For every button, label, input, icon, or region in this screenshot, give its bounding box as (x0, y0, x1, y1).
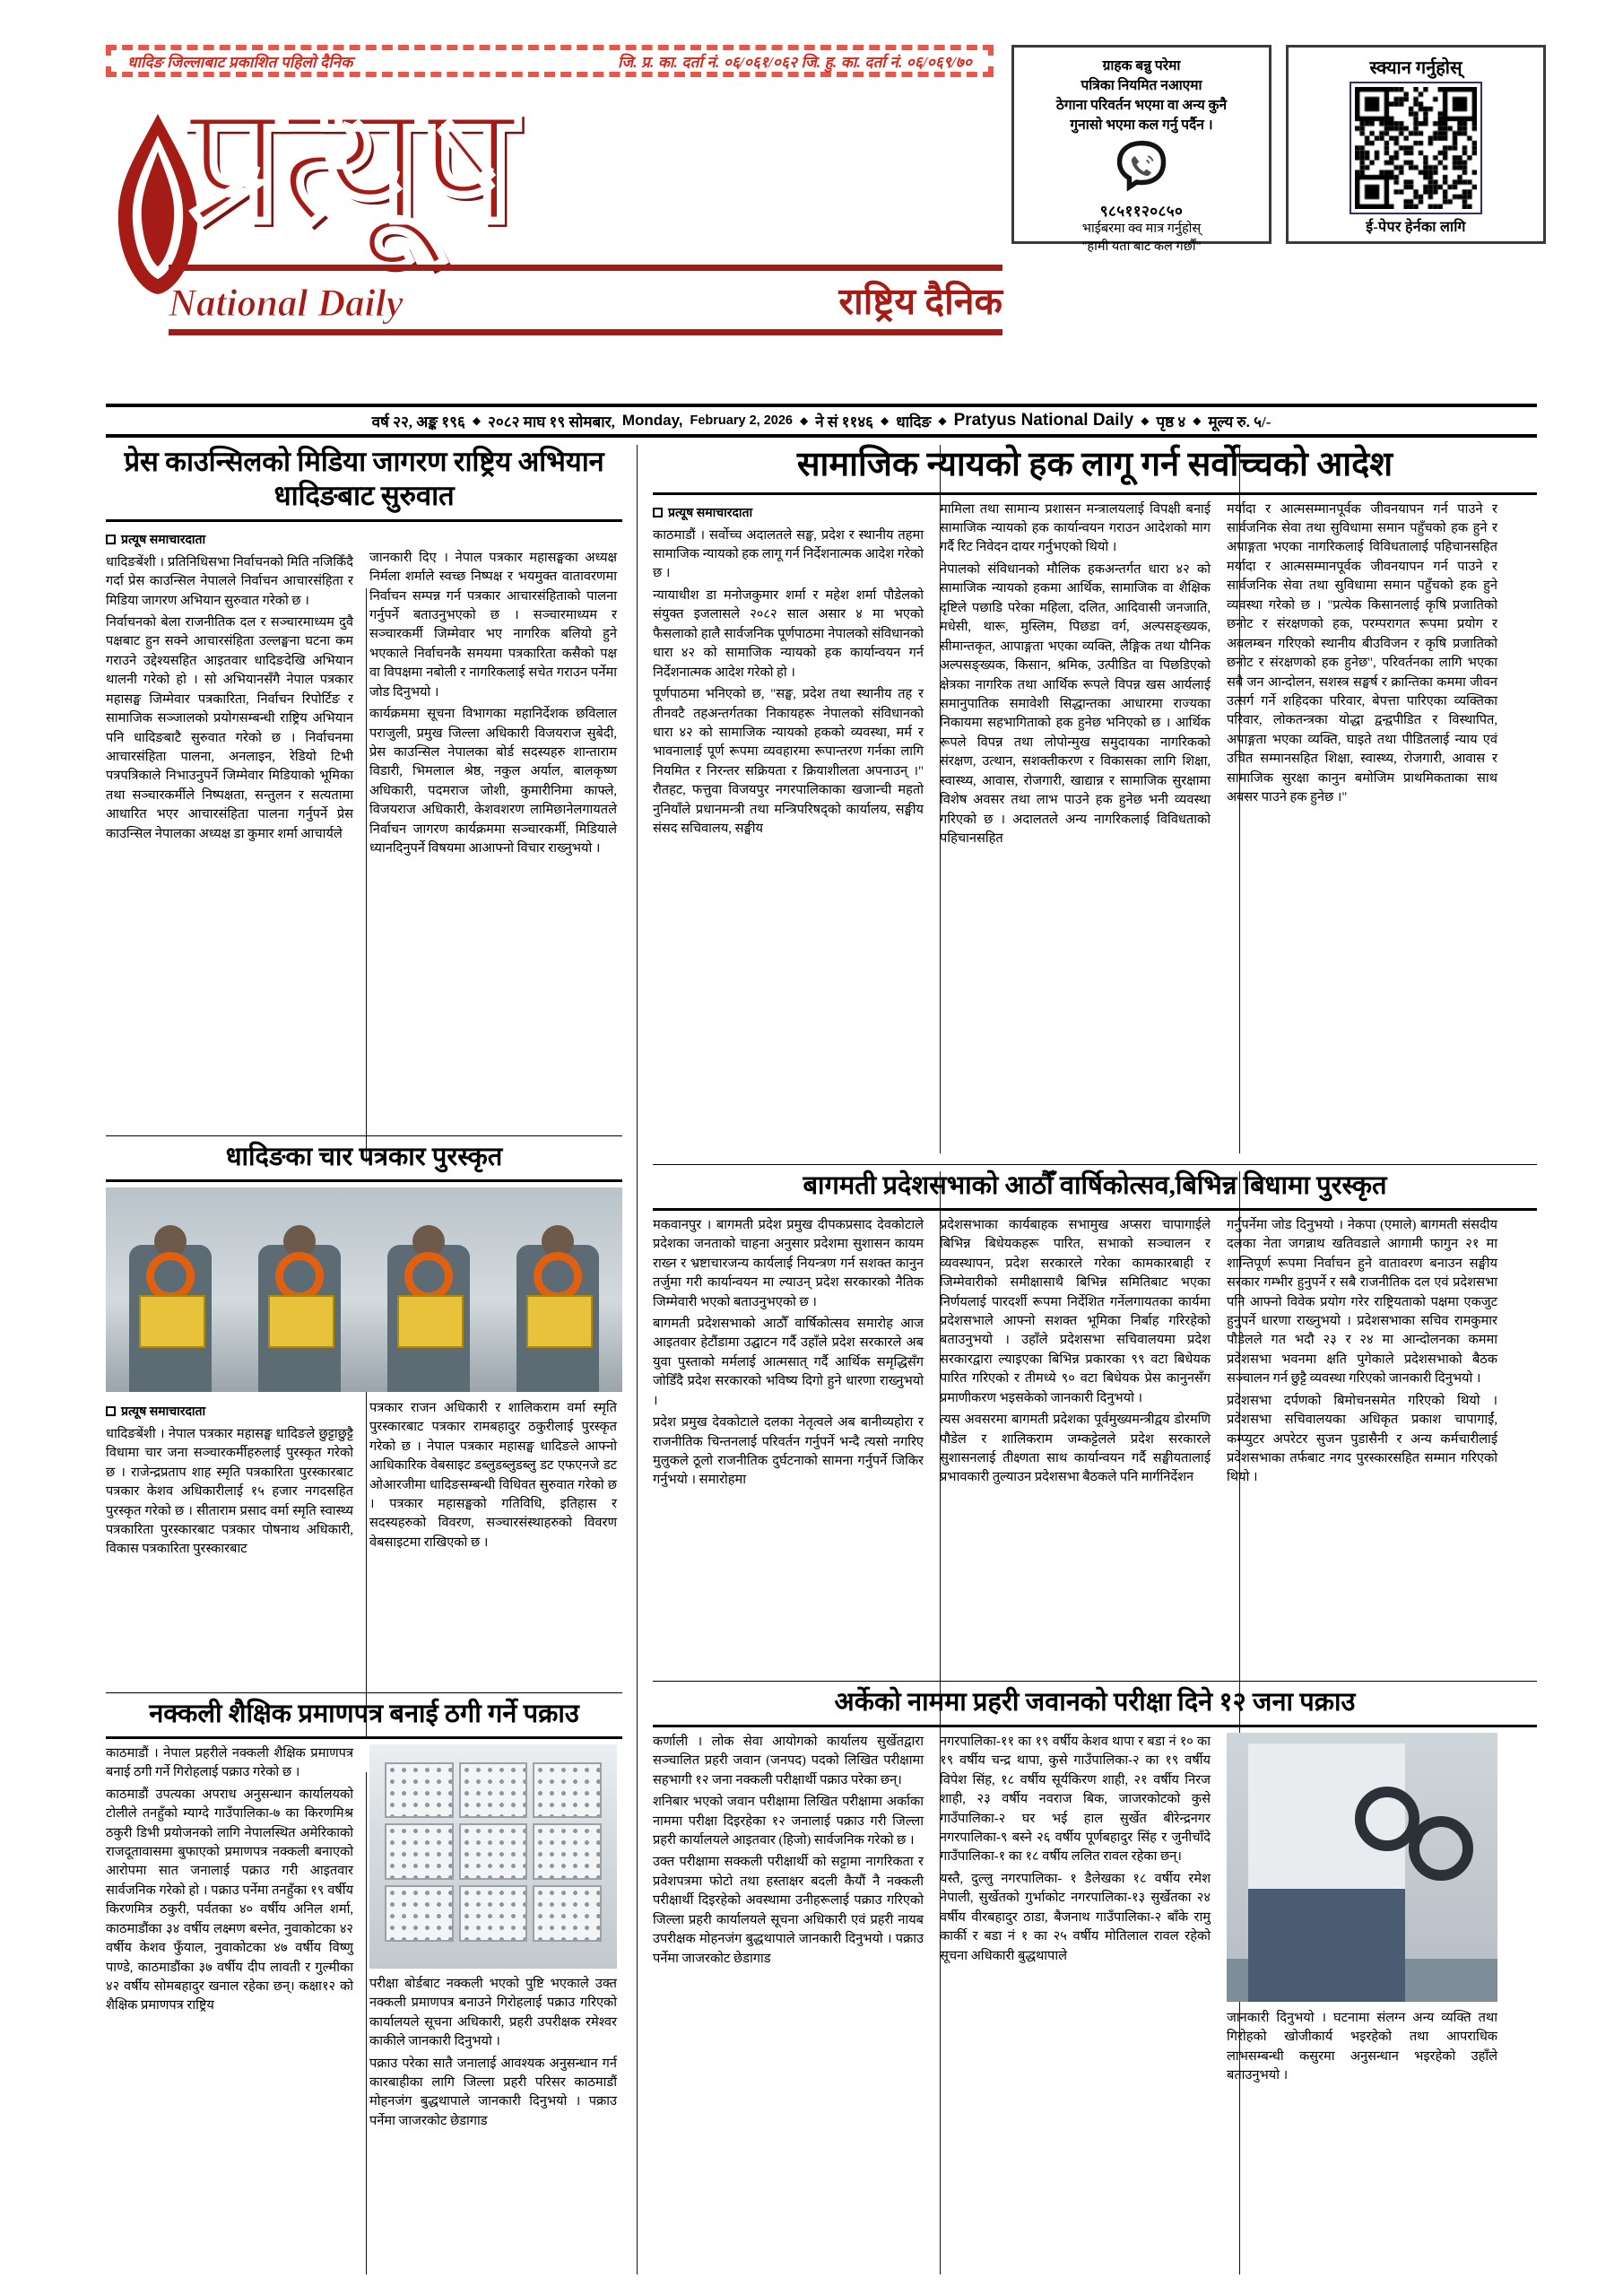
seized-certificates-photo (369, 1744, 617, 1969)
tray (533, 1762, 602, 1819)
award-ceremony-photo (106, 1187, 622, 1392)
article-press-council (106, 445, 622, 862)
police-exam-column-2 (940, 1733, 1211, 2089)
garland-icon (534, 1252, 582, 1300)
byline-1 (106, 531, 353, 548)
paragraph: उक्त परीक्षामा सक्कली परीक्षार्थी को सट्टामा नागरिकता र प्रवेशपत्रमा फोटो तथा हस्ताक्षर बदली कैयौं नै नक्कली परीक्षार्थी दिइरहेको अवस्थामा उनीहरूलाई पक्राउ गरिएको जिल्ला प्रहरी कार्यालयले सूचना अधिकारी एवं प्रहरी नायब उपरीक्षक मोहनजंग बुद्धथापाले जानकारी दिनुभयो । पक्राउ पर्नेमा जाजरकोट छेडागाड (653, 1855, 924, 1966)
rule-above-section-3 (106, 1692, 622, 1693)
diamond-separator-3: ◆ (881, 413, 890, 427)
four-journalists-column-1 (106, 1399, 353, 1562)
subscribe-line-3: ठेगाना परिवर्तन भएमा वा अन्य कुनै (1055, 98, 1228, 113)
tray (533, 1885, 602, 1942)
diamond-separator-2: ◆ (799, 413, 809, 427)
tray (459, 1823, 528, 1880)
social-justice-headline: सामाजिक न्यायको हक लागू गर्न सर्वोच्चको आदेश (796, 446, 1393, 483)
figure (258, 1245, 341, 1392)
price-label: मूल्य रु. ५/- (1208, 413, 1271, 430)
paragraph: नगरपालिका-११ का १९ वर्षीय केशव थापा र बडा नं १० का १९ वर्षीय चन्द्र थापा, कुसे गाउँपालिका-२ का १९ वर्षीय विपेश सिंह, १८ वर्षीय सूर्यकिरण शाही, २१ वर्षीय निरज शाही, २३ वर्षीय नवराज बिक, जाजरकोटको कुसे गाउँपालिका-२ घर भई हाल सुर्खेत बीरेन्द्रनगर नगरपालिका-९ बस्ने २६ वर्षीय पूर्णबहादुर सिंह र जुनीचाँदे गाउँपालिका-१ का १८ वर्षीय ललित रावल रहेका छन्। (940, 1734, 1211, 1865)
masthead (90, 70, 1004, 381)
subscribe-line-6: "हामी यता बाट कल गर्छौं" (1081, 239, 1202, 254)
fake-certificate-column-2 (369, 1744, 617, 2135)
paragraph: मकवानपुर । बागमती प्रदेश प्रमुख दीपकप्रसाद देवकोटाले प्रदेशका जनताको चाहना अनुसार प्रदेशमा सुशासन कायम राख्न र भ्रष्टाचारजन्य कार्यलाई नियन्त्रण गर्न सशक्त कानुन तर्जुमा गरी कार्यान्वयन मा ल्याउन् प्रदेश सरकारको नैतिक जिम्मेवारी भएको बताउनुभएको छ । (653, 1217, 924, 1309)
four-journalists-headline: धादिङका चार पत्रकार पुरस्कृत (225, 1143, 503, 1171)
garland-icon (275, 1252, 324, 1300)
byline-text: प्रत्यूष समाचारदाता (121, 1405, 206, 1419)
paragraph: परीक्षा बोर्डबाट नक्कली भएको पुष्टि भएकाले उक्त नक्कली प्रमाणपत्र बनाउने गिरोहलाई पक्राउ गरिएको कार्यालयले सूचना अधिकारी, प्रहरी उपरीक्षक रमेश्वर काकीले जानकारी दिनुभयो । (369, 1976, 617, 2049)
qr-footer-label: ई-पेपर हेर्नका लागि (1366, 220, 1466, 235)
paragraph: गर्नुपर्नेमा जोड दिनुभयो । नेकपा (एमाले) बागमती संसदीय दलका नेता जगन्नाथ खतिवडाले आगामी फागुन २१ मा शान्तिपूर्ण रूपमा निर्वाचन हुने वातावरण बनाउन सङ्घीय सरकार गम्भीर हुनुपर्ने र सबै राजनीतिक दल एवं प्रदेशसभा पनि आफ्नो विवेक प्रयोग गरेर राष्ट्रियताको पक्षमा एकजुट हुनुपर्ने धारणा राख्नुभयो । प्रदेशसभाका सचिव रामकुमार पौडेलले गत भदौ २३ र २४ मा आन्दोलनका कममा प्रदेशसभा भवनमा क्षति पुगेकाले प्रदेशसभाको बैठक सञ्चालन गर्न छुट्टै व्यवस्था गरिएको जानकारी दिनुभयो । (1227, 1217, 1497, 1387)
article-four-journalists (106, 1130, 622, 1562)
figure (516, 1245, 599, 1392)
garland-icon (146, 1252, 195, 1300)
paragraph: यस्तै, दुल्लु नगरपालिका- १ डैलेखका १८ वर्षीय रमेश नेपाली, सुर्खेतको गुर्भाकोट नगरपालिका-१३ सुर्खेतका २४ वर्षीय वीरबहादुर ठाडा, बैजनाथ गाउँपालिका-२ बाँके रामु कार्की र बडा नं १ का २५ वर्षीय मोतिलाल रावल रहेको सूचना अधिकारी बुद्धथापाले (940, 1871, 1211, 1963)
rule-above-section-2 (106, 1135, 622, 1136)
masthead-bottom-row (169, 275, 1002, 326)
four-journalists-column-2 (369, 1399, 617, 1562)
fake-certificate-column-1 (106, 1744, 353, 2135)
rule-under-headline-4 (653, 492, 1537, 495)
year-issue: वर्ष २२, अङ्क १९६ (371, 413, 465, 430)
brand-name: Pratyus National Daily (953, 411, 1134, 430)
qr-code-box (1286, 45, 1546, 244)
viber-phone-icon (1115, 140, 1167, 192)
paragraph: जानकारी दिए । नेपाल पत्रकार महासङ्घका अध्यक्ष निर्मला शर्माले स्वच्छ निष्पक्ष र भयमुक्त वातावरणमा निर्वाचन सम्पन्न गर्न पत्रकार आचारसंहिताको पालना गर्नुपर्ने बताउनुभएको छ । सञ्चारमाध्यम र सञ्चारकर्मी जिम्मेवार भए नागरिक बलियो हुने भएकाले निर्वाचनकै समयमा पत्रकारिता कसैको पक्ष वा विपक्षमा नबोली र नागरिकलाई सचेत गराउन पर्नेमा जोड दिनुभयो । (369, 550, 617, 700)
article-police-exam (653, 1675, 1537, 2089)
byline-text: प्रत्यूष समाचारदाता (668, 506, 753, 520)
subscribe-line-1: ग्राहक बन्नु परेमा (1102, 58, 1181, 74)
paragraph: धादिङबेंशी । नेपाल पत्रकार महासङ्घ धादिङले छुट्टाछुट्टै विधामा चार जना सञ्चारकर्मीहरुलाई पुरस्कृत गरेको छ । राजेन्द्रप्रताप शाह स्मृति पत्रकारिता पुरस्कारबाट पत्रकार केशव अधिकारीलाई १५ हजार नगदसहित पुरस्कृत गरेको छ । सीताराम प्रसाद वर्मा स्मृति स्वास्थ्य पत्रकारिता पुरस्कारबाट पत्रकार पोषनाथ अधिकारी, विकास पत्रकारिता पुरस्कारबाट (106, 1426, 353, 1557)
registration-left-text: धादिङ जिल्लाबाट प्रकाशित पहिलो दैनिक (127, 53, 353, 71)
rule-above-section-6 (653, 1681, 1537, 1682)
subscribe-phone-number[interactable]: ९८५११२०८५० (1099, 203, 1184, 220)
photo-figures (106, 1232, 622, 1392)
rule-under-headline-2 (106, 1179, 622, 1182)
byline-square-icon (106, 1406, 116, 1416)
paragraph: कर्णाली । लोक सेवा आयोगको कार्यालय सुर्खेतद्वारा सञ्चालित प्रहरी जवान (जनपद) पदको लिखित परीक्षामा सहभागी १२ जना नक्कली परीक्षार्थी पक्राउ परेका छन्। (653, 1734, 924, 1787)
masthead-logo (90, 70, 1004, 325)
diamond-separator-5: ◆ (1141, 413, 1150, 427)
nepali-date: २०८२ माघ १९ सोमबार, (488, 413, 615, 430)
subscribe-info-box (1011, 45, 1271, 254)
certificate-trays (385, 1762, 603, 1942)
paragraph: काठमाडौं । नेपाल प्रहरीले नक्कली शैक्षिक प्रमाणपत्र बनाई ठगी गर्ने गिरोहलाई पक्राउ गरेको छ । (106, 1745, 353, 1780)
diamond-separator-4: ◆ (938, 413, 947, 427)
paragraph: धादिङबेंशी । प्रतिनिधिसभा निर्वाचनको मिति नजिकिँदै गर्दा प्रेस काउन्सिल नेपालले निर्वाचन आचारसंहिता र मिडिया जागरण अभियान सुरुवात गरेको छ । (106, 554, 353, 608)
qr-title: स्क्यान गर्नुहोस् (1369, 58, 1462, 78)
paragraph: मर्यादा र आत्मसम्मानपूर्वक जीवनयापन गर्न पाउने र सार्वजनिक सेवा तथा सुविधामा समान पहुँचको हक हुने र अपाङ्गता भएका नागरिकलाई विविधतालाई पहिचानसहित मर्यादा र आत्मसम्मानपूर्वक जीवनयापन गर्न पाउने र सार्वजनिक सेवा तथा सुविधामा समान पहुँचको हक हुने व्यवस्था गरेको छ । "प्रत्येक किसानलाई कृषि प्रजातिको छनोट र संरक्षणको हक, परम्परागत रूपमा प्रयोग र अवलम्बन गरिएको स्थानीय बीउविजन र कृषि प्रजातिको छनोट र संरक्षणको हक हुनेछ", परिवर्तनका लागि भएका सबै जन आन्दोलन, सशस्त्र सङ्घर्ष र क्रान्तिका कममा जीवन उत्सर्ग गर्ने शहिदका परिवार, बेपत्ता पारिएका व्यक्तिका परिवार, लोकतन्त्रका योद्धा द्वन्द्वपीडित र विस्थापित, अपाङ्गता भएका व्यक्ति, घाइते तथा पीडितलाई न्याय एवं उचित सम्मानसहित शिक्षा, स्वास्थ्य, रोजगारी, आवास र सामाजिक सुरक्षा कानुन बमोजिम प्राथमिकताका साथ अवसर पाउने हक हुनेछ ।" (1227, 501, 1497, 805)
bagmati-assembly-headline: बागमती प्रदेशसभाको आठौँ वार्षिकोत्सव,बिभिन्न बिधामा पुरस्कृत (803, 1171, 1387, 1200)
rule-under-headline-6 (653, 1725, 1537, 1727)
article-bagmati-assembly (653, 1159, 1537, 1493)
masthead-rule-bottom (169, 329, 1002, 335)
figure (129, 1245, 212, 1392)
paragraph: पत्रकार राजन अधिकारी र शालिकराम वर्मा स्मृति पुरस्कारबाट पत्रकार रामबहादुर ठकुरीलाई पुरस्कृत गरेको छ । नेपाल पत्रकार महासङ्घ धादिङले आफ्नो आधिकारिक वेबसाइट डब्लुडब्लुडब्लु डट एफएनजे डट ओआरजीमा धादिङसम्बन्धी विधिवत सुरुवात गरेको छ । पत्रकार महासङ्घको गतिविधि, इतिहास र सदस्यहरुको विवरण, सञ्चारसंस्थाहरुको विवरण वेबसाइटमा राखिएको छ । (369, 1400, 617, 1550)
page-count: पृष्ठ ४ (1156, 413, 1186, 430)
bagmati-column-1 (653, 1216, 924, 1493)
figure (387, 1245, 470, 1392)
press-council-column-1 (106, 527, 353, 862)
social-justice-column-2 (940, 500, 1211, 852)
paragraph: बागमती प्रदेशसभाको आठौँ वार्षिकोत्सव समारोह आज आइतवार हेटौंडामा उद्घाटन गर्दै उहाँले प्रदेश सरकारले अब युवा पुस्ताको मर्मलाई आत्मसात् गर्दै आर्थिक समृद्धिसँग जोडिँदै प्रदेश सरकारको भविष्य दिगो हुने धारणा राख्नुभयो । (653, 1316, 924, 1408)
diamond-separator-6: ◆ (1193, 413, 1202, 427)
column-divider-1 (637, 445, 638, 2274)
social-justice-column-1 (653, 500, 924, 852)
tray (459, 1762, 528, 1819)
person-trousers (1248, 1889, 1405, 2002)
tray (533, 1823, 602, 1880)
tray (385, 1885, 454, 1942)
police-exam-column-3 (1227, 1733, 1497, 2089)
paragraph: पक्राउ परेका सातै जनालाई आवश्यक अनुसन्धान गर्न कारबाहीका लागि जिल्ला प्रहरी परिसर काठमाडौं मोहनजंग बुद्धथापाले जानकारी दिनुभयो । पक्राउ पर्नेमा जाजरकोट छेडागाड (369, 2056, 617, 2128)
qr-code-icon[interactable] (1350, 82, 1482, 214)
social-justice-column-3 (1227, 500, 1497, 852)
police-exam-headline: अर्केको नाममा प्रहरी जवानको परीक्षा दिने १२ जना पक्राउ (834, 1688, 1356, 1717)
masthead-nepali-title: प्रत्यूष (187, 70, 513, 257)
content-area (106, 445, 1537, 2274)
handcuffed-person-photo (1227, 1733, 1497, 2002)
bagmati-column-3 (1227, 1216, 1497, 1493)
byline-2 (106, 1403, 353, 1420)
byline-square-icon (653, 508, 663, 517)
english-date: February 2, 2026 (690, 413, 793, 428)
masthead-nepali-subtitle: राष्ट्रिय दैनिक (838, 281, 1002, 322)
police-exam-caption: जानकारी दिनुभयो । घटनामा संलग्न अन्य व्यक्ति तथा गिरोहको खोजीकार्य भइरहेको तथा आपराधिक लाभसम्बन्धी कसुरमा अनुसन्धान भइरहेको उहाँले बताउनुभयो । (1227, 2010, 1497, 2083)
tray (385, 1823, 454, 1880)
paragraph: त्यस अवसरमा बागमती प्रदेशका पूर्वमुख्यमन्त्रीद्वय डोरमणि पौडेल र शालिकराम जम्कट्टेलले प्रदेश सरकारले सुशासनलाई तीक्ष्णता साथ कार्यान्वयन गर्दै सङ्घीयतालाई प्रभावकारी तुल्याउन प्रदेशसभा बैठकले पनि मार्गनिर्देशन (940, 1413, 1211, 1485)
article-fake-certificate (106, 1687, 622, 2134)
handcuffs-icon (1347, 1765, 1481, 1900)
subscribe-line-4: गुनासो भएमा कल गर्नु पर्दैन । (1070, 117, 1213, 133)
garland-icon (404, 1252, 453, 1300)
paragraph: न्यायाधीश डा मनोजकुमार शर्मा र महेश शर्मा पौडेलको संयुक्त इजलासले २०८२ साल असार ४ मा भएको फैसलाको हालै सार्वजनिक पूर्णपाठमा नेपालको संविधानको धारा ४२ को सामाजिक न्यायको हक कार्यान्वयन गर्न निर्देशनात्मक आदेश गरेको हो । (653, 587, 924, 680)
rule-above-section-5 (653, 1164, 1537, 1165)
registration-right-text: जि. प्र. का. दर्ता नं. ०६/०६१/०६२ जि. हु. का. दर्ता नं. ०६/०६९/७० (617, 53, 972, 71)
paragraph: पूर्णपाठमा भनिएको छ, "सङ्घ, प्रदेश तथा स्थानीय तह र तीनवटै तहअन्तर्गतका निकायहरू नेपालको संविधानको धारा ४२ को सामाजिक न्यायको हकको व्यवस्था, मर्म र भावनालाई पूर्ण रूपमा व्यवहारमा रूपान्तरण गर्नका लागि नियमित र निरन्तर सक्रियता र क्रियाशीलता अपनाउन् ।" रौतहट, फत्तुवा विजयपुर नगरपालिकाका खजान्ची महतो नुनियाँले प्रधानमन्त्री तथा मन्त्रिपरिषद्को कार्यालय, सङ्घीय संसद सचिवालय, सङ्घीय (653, 687, 924, 837)
paragraph: मामिला तथा सामान्य प्रशासन मन्त्रालयलाई विपक्षी बनाई सामाजिक न्यायको हक कार्यान्वयन गराउन आदेशको माग गर्दै रिट निवेदन दायर गर्नुभएको थियो । (940, 501, 1211, 555)
diamond-separator-1: ◆ (472, 413, 482, 427)
paragraph: प्रदेश प्रमुख देवकोटाले दलका नेतृत्वले अब बानीव्यहोरा र राजनीतिक चिन्तनलाई परिवर्तन गर्नुपर्ने भन्दै त्यसो नगरिए मुलुकले ठूलो राजनीतिक दुर्घटनाको सामना गर्नुपर्ने जिकिर गर्नुभयो । समारोहमा (653, 1415, 924, 1488)
subscribe-line-2: पत्रिका नियमित नआएमा (1081, 78, 1202, 93)
tray (459, 1885, 528, 1942)
byline-3 (653, 504, 924, 521)
paragraph: प्रदेशसभा दर्पणको बिमोचनसमेत गरिएको थियो । प्रदेशसभा सचिवालयका अधिकृत प्रकाश चापागाईं, कम्प्युटर अपरेटर सुजन पुडासैनी र अन्य कर्मचारीलाई प्रदेशसभाका तर्फबाट नगद पुरस्कारसहित सम्मान गरिएको थियो । (1227, 1393, 1497, 1485)
paragraph: शनिबार भएको जवान परीक्षामा लिखित परीक्षामा अर्काका नाममा परीक्षा दिइरहेका १२ जनालाई पक्राउ गरी जिल्ला प्रहरी कार्यालयले आइतवार (हिजो) सार्वजनिक गरेको छ । (653, 1795, 924, 1848)
police-exam-column-1 (653, 1733, 924, 2089)
rule-under-headline-1 (106, 519, 622, 522)
byline-square-icon (106, 535, 116, 544)
paragraph: काठमाडौं । सर्वोच्च अदालतले सङ्घ, प्रदेश र स्थानीय तहमा सामाजिक न्यायको हक लागू गर्न निर्देशनात्मक आदेश गरेको छ । (653, 527, 924, 581)
press-council-column-2 (369, 527, 617, 862)
masthead-english-title: National Daily (169, 283, 404, 325)
paragraph: कार्यक्रममा सूचना विभागका महानिर्देशक छविलाल पराजुली, प्रमुख जिल्ला अधिकारी विजयराज सुबेदी, प्रेस काउन्सिल नेपालका बोर्ड सदस्यहरु शान्ताराम विडारी, भिमलाल श्रेष्ठ, नकुल अर्याल, बालकृष्ण अधिकारी, पदमराज जोशी, कुमारीनिमा काफ्ले, विजयराज अधिकारी, केशवशरण लामिछानेलगायतले निर्वाचन जागरण कार्यक्रममा सञ्चारकर्मी, मिडियाले ध्यानदिनुपर्ने विषयमा आआफ्नो विचार राख्नुभयो । (369, 707, 617, 857)
fake-certificate-headline: नक्कली शैक्षिक प्रमाणपत्र बनाई ठगी गर्ने पक्राउ (149, 1700, 579, 1728)
tray (385, 1762, 454, 1819)
paragraph: निर्वाचनको बेला राजनीतिक दल र सञ्चारमाध्यम दुवै पक्षबाट हुन सक्ने आचारसंहिता उल्लङ्घना घटना कम गराउने उद्देश्यसहित आइतवार धादिङदेखि अभियान थालनी गरेको हो । सो अभियानसँगै नेपाल पत्रकार महासङ्घ जिम्मेवार पत्रकारिता, निर्वाचन रिपोर्टिङ र सामाजिक सञ्जालको प्रयोगसम्बन्धी राष्ट्रिय अभियान पनि धादिङबाटै सुरुवात गरेको छ । निर्वाचनमा आचारसंहिता पालना, अनलाइन, रेडियो टिभी पत्रपत्रिकाले निभाउनुपर्ने जिम्मेवार मिडियाको भूमिका तथा सञ्चारकर्मीले निष्पक्षता, सन्तुलन र सत्यतामा आधारित भएर आचारसंहिता पालना गर्नुपर्ने प्रेस काउन्सिल नेपालका अध्यक्ष डा कुमार शर्मा आचार्यले (106, 614, 353, 841)
subscribe-line-5: भाईबरमा क्व मात्र गर्नुहोस् (1081, 222, 1202, 236)
bagmati-column-2 (940, 1216, 1211, 1493)
english-day: Monday, (621, 412, 683, 429)
byline-text: प्रत्यूष समाचारदाता (121, 533, 206, 547)
masthead-rule-top (169, 265, 1002, 271)
place-label: धादिङ (896, 413, 932, 430)
paragraph: प्रदेशसभाका कार्यबाहक सभामुख अप्सरा चापागाईले बिभिन्न बिधेयकहरू पारित, सभाको सञ्चालन र व्यवस्थापन, प्रदेश सरकारले गरेका कामकारबाही र जिम्मेवारीको समीक्षासाथै बिभिन्न समितिबाट भएका निर्णयलाई पारदर्शी रूपमा निर्देशित गर्नेलगायतका कार्यमा प्रदेशसभाले आफ्नो सशक्त भूमिका निर्बाह गरिरहेको बताउनुभयो । उहाँले प्रदेशसभा सचिवालयमा प्रदेश सरकारद्वारा ल्याइएका बिभिन्न प्रकारका ९९ वटा बिधेयक पारित गरिएको र तीमध्ये ९० वटा बिधेयक प्रेस कानुनसँग प्रमाणीकरण भइसकेको जानकारी दिनुभयो । (940, 1217, 1211, 1405)
paragraph: नेपालको संविधानको मौलिक हकअन्तर्गत धारा ४२ को सामाजिक न्यायको हकमा आर्थिक, सामाजिक वा शैक्षिक दृष्टिले पछाडि परेका महिला, दलित, आदिवासी जनजाति, मधेसी, थारू, मुस्लिम, पिछडा वर्ग, अल्पसङ्ख्यक, सीमान्तकृत, आपाङ्गता भएका व्यक्ति, लैङ्गिक तथा यौनिक अल्पसङ्ख्यक, किसान, श्रमिक, उत्पीडित वा पिछडिएको क्षेत्रका नागरिक तथा आर्थिक रूपले विपन्न खस आर्यलाई समानुपातिक समावेशी सिद्धान्तका आधारमा राज्यका निकायमा सहभागिताको हक हुनेछ भनिएको छ । आर्थिक रूपले विपन्न तथा लोपोन्मुख समुदायका नागरिकको संरक्षण, उत्थान, सशक्तीकरण र विकासका लागि शिक्षा, स्वास्थ्य, आवास, रोजगारी, खाद्यान्न र सामाजिक सुरक्षामा विशेष अवसर तथा लाभ पाउने हक हुनेछ भनी व्यवस्था गरिएको छ । अदालतले अन्य नागरिकलाई विविधताको पहिचानसहित (940, 561, 1211, 847)
article-social-justice (653, 445, 1537, 851)
paragraph: काठमाडौं उपत्यका अपराध अनुसन्धान कार्यालयको टोलीले तनहुँको म्याग्दे गाउँपालिका-७ का किरणमिश्र ठकुरी डिभी प्रयोजनको लागि नेपालस्थित अमेरिकाको राजदूतावासमा बुफाएको प्रमाणपत्र नक्कली बनाएको आरोपमा सात जनालाई पक्राउ गरी आइतवार सार्वजनिक गरेको हो । पक्राउ पर्नेमा तनहुँका १९ वर्षीय किरणमित्र ठकुरी, पर्वतका ४० वर्षीय अनिल शर्मा, काठमाडौंका ३४ वर्षीय लक्ष्मण बस्नेत, नुवाकोटका ४२ वर्षीय केशव फुँयाल, नुवाकोटका ४७ वर्षीय विष्णु पाण्डे, काठमाडौंका ३७ वर्षीय दीप लावती र गुल्मीका ४२ वर्षीय सोमबहादुर खनाल रहेका छन्। कक्षा१२ को शैक्षिक प्रमाणपत्र राष्ट्रिय (106, 1787, 353, 2013)
rule-under-headline-3 (106, 1736, 622, 1739)
date-bar (106, 404, 1537, 438)
nepal-sambat: ने सं ११४६ (815, 413, 874, 430)
press-council-headline: प्रेस काउन्सिलको मिडिया जागरण राष्ट्रिय अभियान धादिङबाट सुरुवात (124, 446, 604, 511)
rule-under-headline-5 (653, 1208, 1537, 1211)
